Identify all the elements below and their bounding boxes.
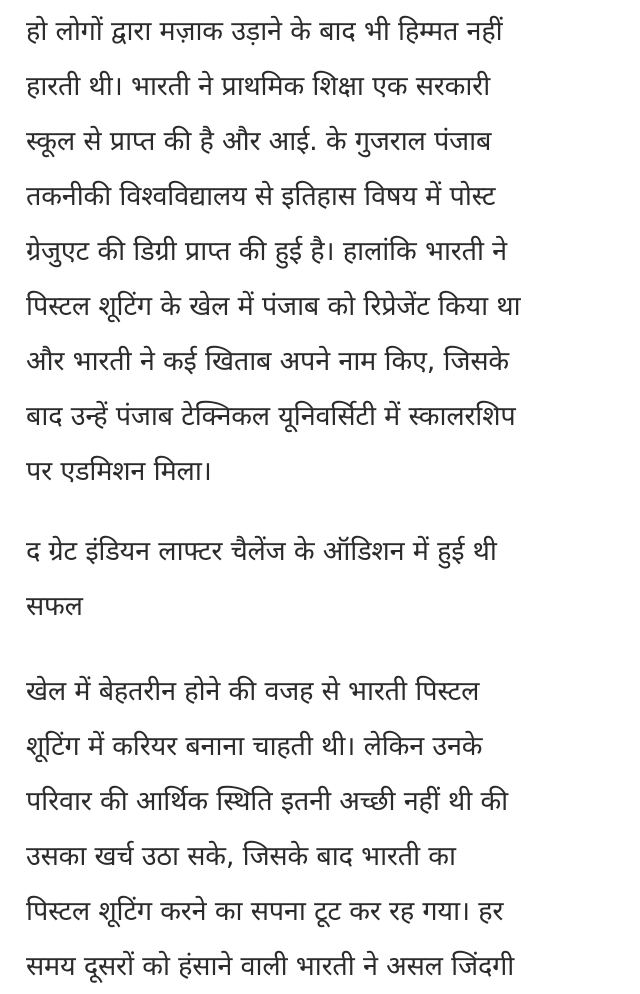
paragraph-line: और भारती ने कई खिताब अपने नाम किए, जिसके bbox=[26, 346, 509, 377]
article-body bbox=[26, 0, 616, 994]
paragraph-line: पिस्टल शूटिंग के खेल में पंजाब को रिप्रेजेंट किया था bbox=[26, 291, 521, 322]
paragraph-line: बाद उन्हें पंजाब टेक्निकल यूनिवर्सिटी में स्कालरशिप bbox=[26, 401, 516, 432]
paragraph-line: हो लोगों द्वारा मज़ाक उड़ाने के बाद भी हिम्मत नहीं bbox=[26, 16, 503, 47]
article-paragraph bbox=[26, 0, 616, 499]
heading-line: द ग्रेट इंडियन लाफ्टर चैलेंज के ऑडिशन में हुई थी bbox=[26, 536, 497, 567]
paragraph-line: परिवार की आर्थिक स्थिति इतनी अच्छी नहीं थी की bbox=[26, 786, 508, 817]
paragraph-line: उसका खर्च उठा सके, जिसके बाद भारती का bbox=[26, 841, 456, 872]
paragraph-line: स्कूल से प्राप्त की है और आई. के गुजराल पंजाब bbox=[26, 126, 492, 157]
paragraph-line: पर एडमिशन मिला। bbox=[26, 456, 212, 487]
paragraph-line: हारती थी। भारती ने प्राथमिक शिक्षा एक सरकारी bbox=[26, 71, 491, 102]
paragraph-line: तकनीकी विश्वविद्यालय से इतिहास विषय में पोस्ट bbox=[26, 181, 496, 212]
paragraph-line: पिस्टल शूटिंग करने का सपना टूट कर रह गया। हर bbox=[26, 896, 504, 927]
paragraph-line: खेल में बेहतरीन होने की वजह से भारती पिस्टल bbox=[26, 676, 480, 707]
paragraph-line: ग्रेजुएट की डिग्री प्राप्त की हुई है। हालांकि भारती ने bbox=[26, 236, 507, 267]
heading-line: सफल bbox=[26, 591, 83, 622]
article-paragraph bbox=[26, 664, 616, 994]
paragraph-line: शूटिंग में करियर बनाना चाहती थी। लेकिन उनके bbox=[26, 731, 483, 762]
section-heading bbox=[26, 524, 616, 634]
paragraph-line: समय दूसरों को हंसाने वाली भारती ने असल जिंदगी bbox=[26, 951, 515, 982]
